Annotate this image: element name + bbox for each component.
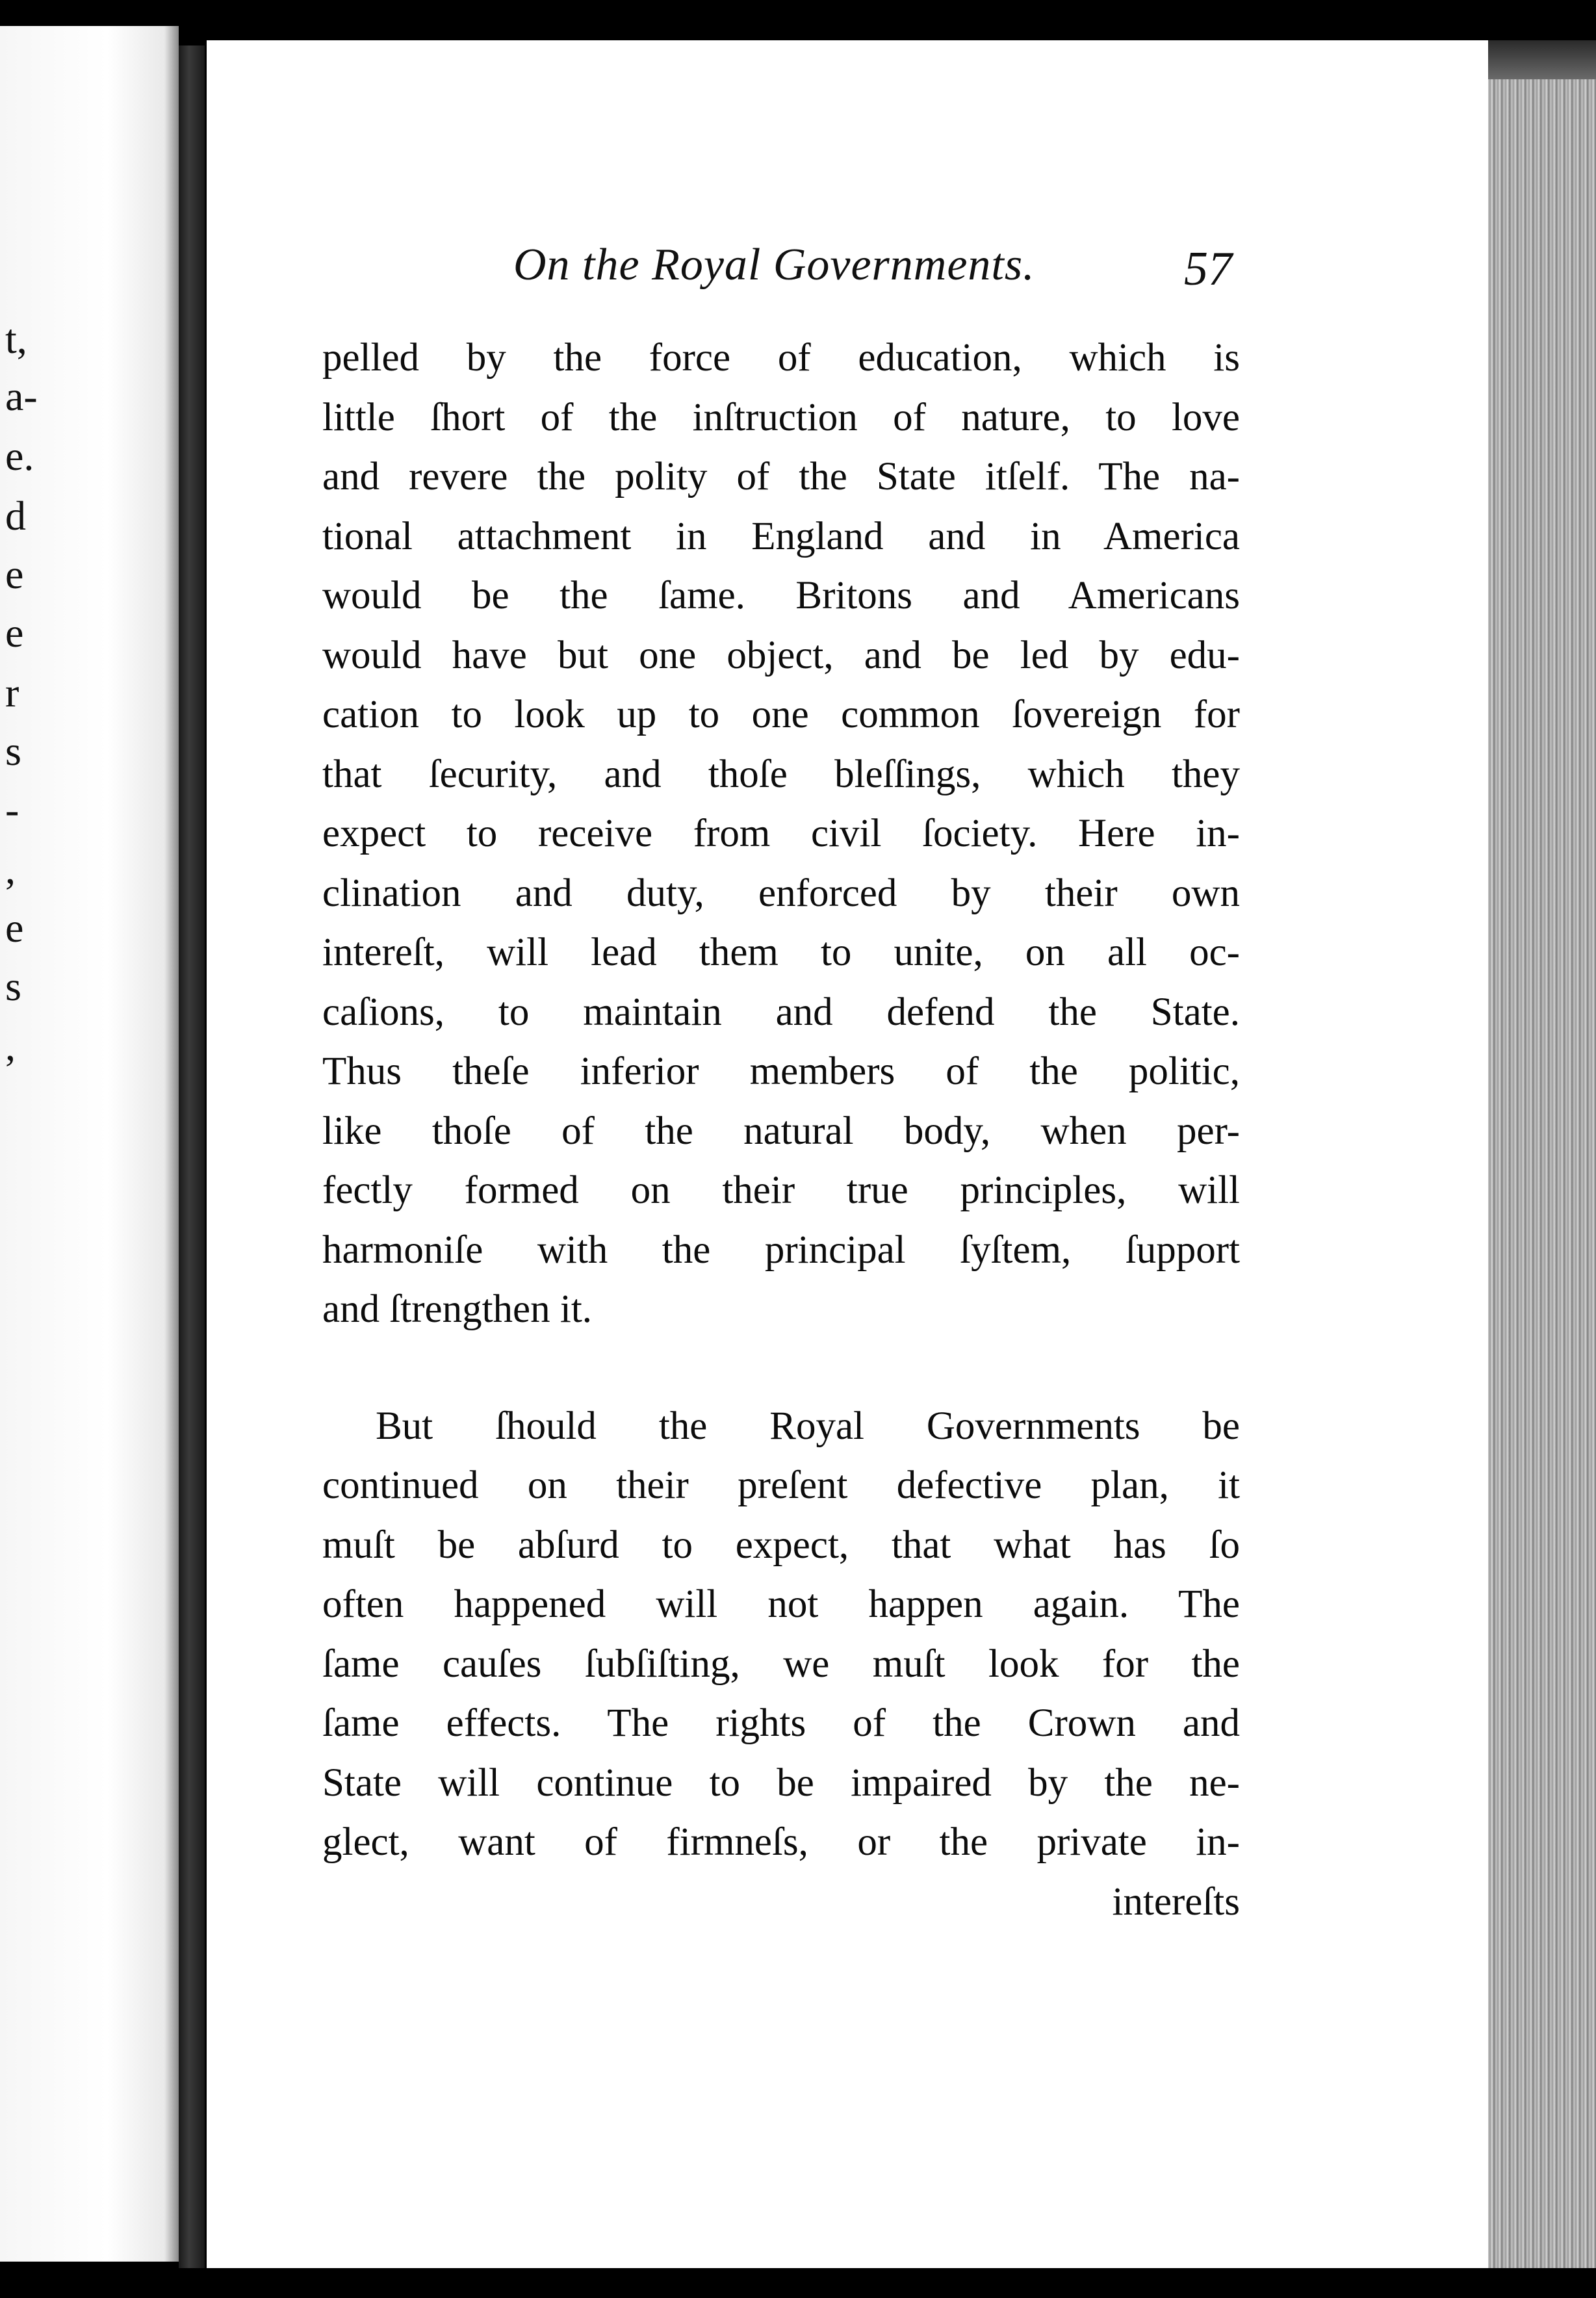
- page-stack-edge: [1488, 40, 1596, 2268]
- facing-page-char: s: [5, 728, 21, 774]
- text-line: harmoniſe with the principal ſyſtem, ſupport: [322, 1228, 1240, 1272]
- text-line: continued on their preſent defective plan, it: [322, 1464, 1240, 1507]
- text-line: fectly formed on their true principles, will: [322, 1168, 1240, 1212]
- catchword: intereſts: [1112, 1879, 1240, 1924]
- facing-page-char: e: [5, 610, 24, 656]
- page-stack-top-shadow: [1488, 40, 1596, 79]
- text-line: and ſtrengthen it.: [322, 1287, 593, 1331]
- text-line: ſame effects. The rights of the Crown and: [322, 1701, 1240, 1745]
- page-number: 57: [1184, 242, 1232, 296]
- text-line: tional attachment in England and in America: [322, 514, 1240, 558]
- paragraph-1: [322, 328, 1240, 1339]
- book-gutter: [179, 45, 205, 2268]
- facing-page-char: e: [5, 551, 24, 597]
- text-line: often happened will not happen again. The: [322, 1582, 1240, 1626]
- facing-page-char: a-: [5, 373, 38, 419]
- text-line: ſame cauſes ſubſiſting, we muſt look for the: [322, 1642, 1240, 1686]
- text-line: clination and duty, enforced by their own: [322, 871, 1240, 915]
- body-text: [322, 328, 1240, 1931]
- facing-page-char: t,: [5, 316, 27, 362]
- text-line: glect, want of firmneſs, or the private in-: [322, 1820, 1240, 1864]
- text-line: expect to receive from civil ſociety. Here in-: [322, 812, 1240, 855]
- text-line: State will continue to be impaired by the ne-: [322, 1761, 1240, 1805]
- facing-page-char: e: [5, 905, 24, 951]
- text-line: like thoſe of the natural body, when per-: [322, 1109, 1240, 1153]
- text-line: would have but one object, and be led by edu-: [322, 633, 1240, 677]
- facing-page-char: ,: [5, 1023, 16, 1069]
- facing-page-char: s: [5, 963, 21, 1009]
- facing-page-char: e.: [5, 433, 34, 479]
- facing-page-char: ,: [5, 846, 16, 892]
- text-line: muſt be abſurd to expect, that what has ſo: [322, 1523, 1240, 1567]
- text-line: little ſhort of the inſtruction of nature, to love: [322, 395, 1240, 439]
- facing-page-char: r: [5, 669, 19, 716]
- text-line: and revere the polity of the State itſelf. The na-: [322, 455, 1240, 498]
- text-line: Thus theſe inferior members of the politic,: [322, 1050, 1240, 1093]
- text-line: that ſecurity, and thoſe bleſſings, which they: [322, 752, 1240, 796]
- facing-page-char: -: [5, 786, 19, 833]
- text-line: cation to look up to one common ſovereign for: [322, 693, 1240, 736]
- paragraph-2: [322, 1397, 1240, 1872]
- text-line: caſions, to maintain and defend the State.: [322, 990, 1240, 1034]
- text-line: intereſt, will lead them to unite, on all oc-: [322, 931, 1240, 974]
- facing-page-edge: [0, 26, 179, 2262]
- facing-page-char: d: [5, 493, 26, 539]
- paragraph-gap: [322, 1339, 1240, 1397]
- text-line: would be the ſame. Britons and Americans: [322, 574, 1240, 617]
- text-line: pelled by the force of education, which is: [322, 336, 1240, 380]
- page-header: [0, 239, 1596, 304]
- text-line: But ſhould the Royal Governments be: [376, 1404, 1240, 1448]
- running-head: On the Royal Governments.: [513, 240, 1035, 290]
